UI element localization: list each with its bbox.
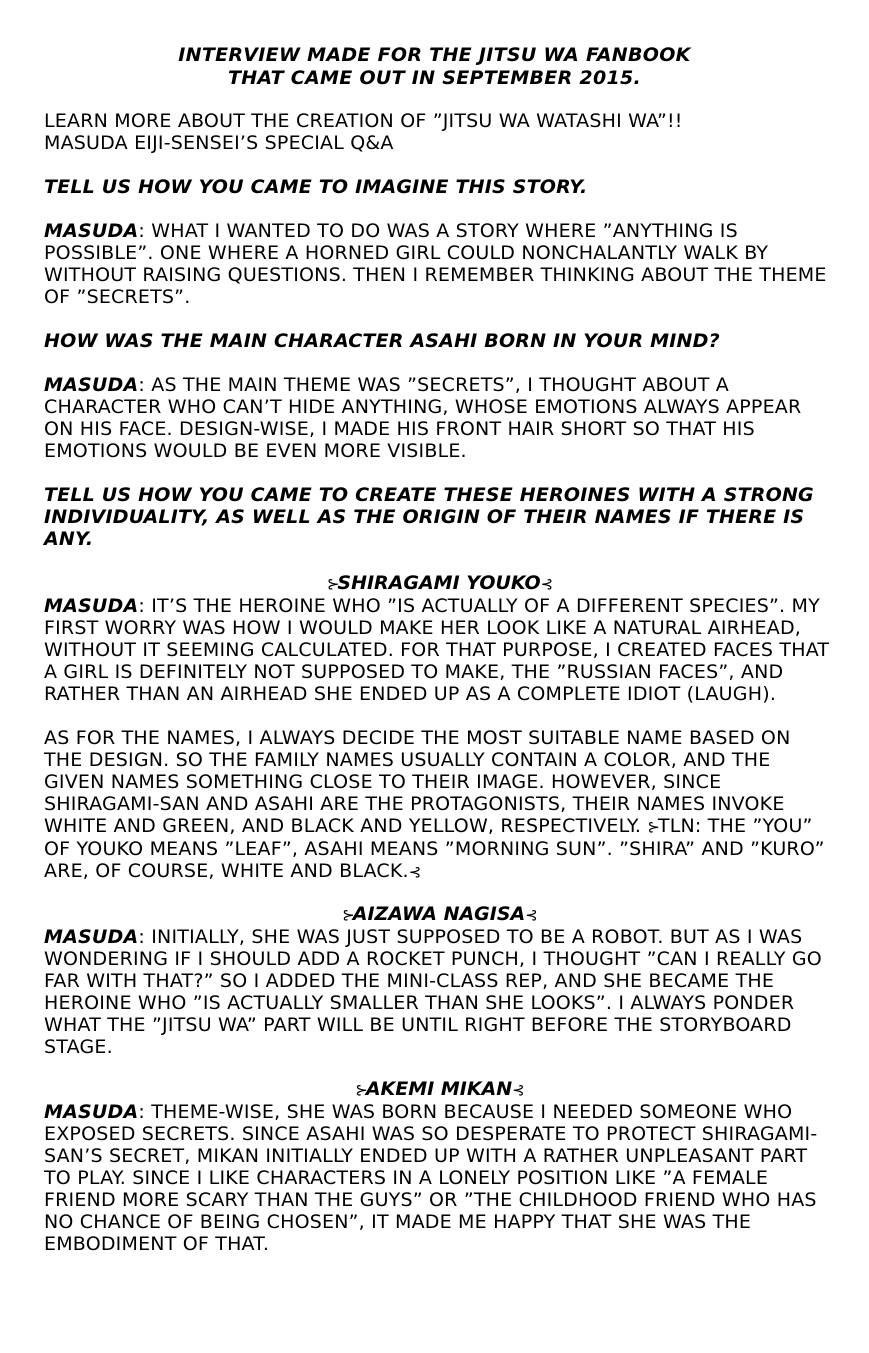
question-1: TELL US HOW YOU CAME TO IMAGINE THIS STORY. bbox=[44, 176, 588, 198]
intro-line-1: LEARN MORE ABOUT THE CREATION OF ”JITSU WA WATASHI WA”!! bbox=[44, 110, 683, 132]
answer-aizawa bbox=[44, 926, 834, 1058]
intro-text bbox=[44, 110, 834, 154]
tln-ornament-left: ⊱ bbox=[647, 818, 658, 836]
section-title-shiragami bbox=[44, 572, 834, 595]
header-line-2: THAT CAME OUT IN SEPTEMBER 2015. bbox=[227, 67, 642, 89]
speaker-name: MASUDA bbox=[44, 926, 139, 948]
section-title-text: AIZAWA NAGISA bbox=[352, 903, 526, 925]
speaker-name: MASUDA bbox=[44, 374, 139, 396]
section-title-aizawa bbox=[44, 903, 834, 926]
answer-1-text: : WHAT I WANTED TO DO WAS A STORY WHERE ”ANYTHING IS POSSIBLE”. ONE WHERE A HORNED GIRL COULD NONCHALANTLY WALK BY WITHOUT RAISING QUESTIONS. THEN I REMEMBER THINKING ABOUT THE THEME OF ”SECRETS”. bbox=[44, 220, 827, 308]
title-ornament-left: ⊱ bbox=[342, 906, 353, 924]
answer-2 bbox=[44, 374, 834, 462]
header-line-1: INTERVIEW MADE FOR THE JITSU WA FANBOOK bbox=[178, 44, 691, 66]
title-ornament-left: ⊱ bbox=[326, 575, 338, 593]
section-title-text: AKEMI MIKAN bbox=[365, 1078, 513, 1100]
title-ornament-right: ⊰ bbox=[525, 906, 536, 924]
answer-2-text: : AS THE MAIN THEME WAS ”SECRETS”, I THOUGHT ABOUT A CHARACTER WHO CAN’T HIDE ANYTHING, WHOSE EMOTIONS ALWAYS APPEAR ON HIS FACE. DESIGN-WISE, I MADE HIS FRONT HAIR SHORT SO THAT HIS EMOTIONS WOULD BE EVEN MORE VISIBLE. bbox=[44, 374, 802, 462]
tln-ornament-right: ⊰ bbox=[408, 863, 420, 881]
title-ornament-right: ⊰ bbox=[512, 1081, 523, 1099]
section-title-text: SHIRAGAMI YOUKO bbox=[337, 572, 541, 594]
names-paragraph bbox=[44, 727, 834, 883]
page-header bbox=[0, 44, 869, 90]
section-title-akemi bbox=[44, 1078, 834, 1101]
answer-aizawa-text: : INITIALLY, SHE WAS JUST SUPPOSED TO BE A ROBOT. BUT AS I WAS WONDERING IF I SHOULD ADD A ROCKET PUNCH, I THOUGHT ”CAN I REALLY GO FAR WITH THAT?” SO I ADDED THE MINI-CLASS REP, AND SHE BECAME THE HEROINE WHO ”IS ACTUALLY SMALLER THAN SHE LOOKS”. I ALWAYS PONDER WHAT THE ”JITSU WA” PART WILL BE UNTIL RIGHT BEFORE THE STORYBOARD STAGE. bbox=[44, 926, 822, 1058]
question-2: HOW WAS THE MAIN CHARACTER ASAHI BORN IN YOUR MIND? bbox=[44, 330, 720, 352]
answer-akemi bbox=[44, 1101, 834, 1255]
answer-1 bbox=[44, 220, 834, 308]
speaker-name: MASUDA bbox=[44, 595, 139, 617]
answer-shiragami-text: : IT’S THE HEROINE WHO ”IS ACTUALLY OF A DIFFERENT SPECIES”. MY FIRST WORRY WAS HOW I WOULD MAKE HER LOOK LIKE A NATURAL AIRHEAD, WITHOUT IT SEEMING CALCULATED. FOR THAT PURPOSE, I CREATED FACES THAT A GIRL IS DEFINITELY NOT SUPPOSED TO MAKE, THE ”RUSSIAN FACES”, AND RATHER THAN AN AIRHEAD SHE ENDED UP AS A COMPLETE IDIOT (LAUGH). bbox=[44, 595, 830, 705]
answer-shiragami bbox=[44, 595, 834, 705]
question-3: TELL US HOW YOU CAME TO CREATE THESE HEROINES WITH A STRONG INDIVIDUALITY, AS WELL AS THE ORIGIN OF THEIR NAMES IF THERE IS ANY. bbox=[44, 484, 814, 550]
interview-body bbox=[44, 110, 834, 1255]
title-ornament-right: ⊰ bbox=[540, 575, 552, 593]
speaker-name: MASUDA bbox=[44, 1101, 139, 1123]
speaker-name: MASUDA bbox=[44, 220, 139, 242]
answer-akemi-text: : THEME-WISE, SHE WAS BORN BECAUSE I NEEDED SOMEONE WHO EXPOSED SECRETS. SINCE ASAHI WAS SO DESPERATE TO PROTECT SHIRAGAMI-SAN’S SECRET, MIKAN INITIALLY ENDED UP WITH A RATHER UNPLEASANT PART TO PLAY. SINCE I LIKE CHARACTERS IN A LONELY POSITION LIKE ”A FEMALE FRIEND MORE SCARY THAN THE GUYS” OR ”THE CHILDHOOD FRIEND WHO HAS NO CHANCE OF BEING CHOSEN”, IT MADE ME HAPPY THAT SHE WAS THE EMBODIMENT OF THAT. bbox=[44, 1101, 818, 1255]
translator-note: TLN: THE ”YOU” OF YOUKO MEANS ”LEAF”, ASAHI MEANS ”MORNING SUN”. ”SHIRA” AND ”KURO” ARE, OF COURSE, WHITE AND BLACK. bbox=[44, 815, 825, 882]
names-text: AS FOR THE NAMES, I ALWAYS DECIDE THE MOST SUITABLE NAME BASED ON THE DESIGN. SO THE FAMILY NAMES USUALLY CONTAIN A COLOR, AND THE GIVEN NAMES SOMETHING CLOSE TO THEIR IMAGE. HOWEVER, SINCE SHIRAGAMI-SAN AND ASAHI ARE THE PROTAGONISTS, THEIR NAMES INVOKE WHITE AND GREEN, AND BLACK AND YELLOW, RESPECTIVELY. bbox=[44, 727, 791, 837]
title-ornament-left: ⊱ bbox=[355, 1081, 366, 1099]
intro-line-2: MASUDA EIJI-SENSEI’S SPECIAL Q&A bbox=[44, 132, 394, 154]
